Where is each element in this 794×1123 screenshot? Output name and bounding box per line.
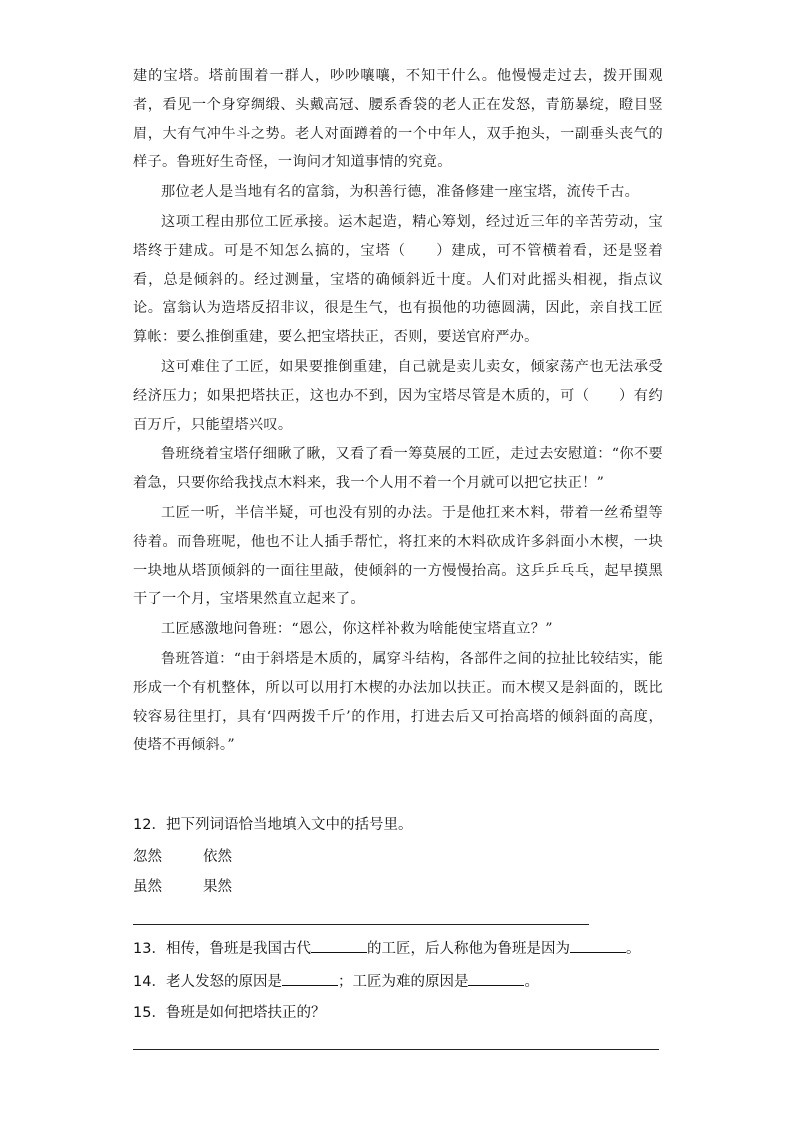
passage-paragraph-7: 工匠感激地问鲁班：“恩公，你这样补救为啥能使宝塔直立？” — [161, 621, 553, 638]
question-15-prompt: 15．鲁班是如何把塔扶正的？ — [133, 1005, 326, 1021]
passage-paragraph-3: 这项工程由那位工匠承接。运木起造，精心筹划，经过近三年的辛苦劳动，宝塔终于建成。可是不知怎么搞的，宝塔（ ）建成，可不管横着看，还是竖着看，总是倾斜的。经过测量，宝塔的确倾斜近十度。人们对此摇头相视，指点议论。富翁认为造塔反招非议，很是生气，也有损他的功德圆满，因此，亲自找工匠算帐：要么推倒重建，要么把宝塔扶正，否则，要送官府严办。 — [133, 213, 663, 346]
word-option: 忽然 — [133, 849, 162, 865]
question-12-prompt: 12．把下列词语恰当地填入文中的括号里。 — [133, 817, 413, 833]
question-12-word-row-1 — [133, 846, 273, 868]
question-13-blank-2[interactable] — [570, 938, 626, 953]
question-13-text-3: 。 — [625, 941, 641, 957]
word-option: 虽然 — [133, 879, 162, 895]
question-14-blank-1[interactable] — [282, 971, 338, 986]
question-12-answer-line[interactable] — [133, 924, 589, 925]
word-option: 果然 — [203, 879, 232, 895]
question-14-text-3: 。 — [524, 974, 539, 990]
passage-paragraph-2: 那位老人是当地有名的富翁，为积善行德，准备修建一座宝塔，流传千古。 — [161, 184, 640, 201]
passage-paragraph-1: 建的宝塔。塔前围着一群人，吵吵嚷嚷，不知干什么。他慢慢走过去，拨开围观者，看见一个身穿绸缎、头戴高冠、腰系香袋的老人正在发怒，青筋暴绽，瞪目竖眉，大有气冲牛斗之势。老人对面蹲着的一个中年人，双手抱头，一副垂头丧气的样子。鲁班好生奇怪，一询问才知道事情的究竟。 — [133, 68, 663, 171]
passage-paragraph-4: 这可难住了工匠，如果要推倒重建，自己就是卖儿卖女，倾家荡产也无法承受经济压力；如果把塔扶正，这也办不到，因为宝塔尽管是木质的，可（ ）有约百万斤，只能望塔兴叹。 — [133, 358, 663, 433]
word-option: 依然 — [203, 849, 232, 865]
passage-paragraph-5: 鲁班绕着宝塔仔细瞅了瞅，又看了看一筹莫展的工匠，走过去安慰道：“你不要着急，只要你给我找点木料来，我一个人用不着一个月就可以把它扶正！” — [133, 446, 663, 492]
question-13-text-2: 的工匠，后人称他为鲁班是因为 — [366, 941, 570, 957]
reading-passage — [133, 62, 663, 761]
question-13-blank-1[interactable] — [311, 938, 367, 953]
question-14-blank-2[interactable] — [468, 971, 524, 986]
question-14-text-1: 14．老人发怒的原因是 — [133, 974, 282, 990]
question-13 — [133, 938, 640, 960]
question-14 — [133, 971, 539, 993]
passage-paragraph-6: 工匠一听，半信半疑，可也没有别的办法。于是他扛来木料，带着一丝希望等待着。而鲁班呢，他也不让人插手帮忙，将扛来的木料砍成许多斜面小木楔，一块一块地从塔顶倾斜的一面往里敲，使倾斜的一方慢慢抬高。这乒乒乓乓，起早摸黑干了一个月，宝塔果然直立起来了。 — [133, 504, 663, 608]
question-13-text-1: 13．相传，鲁班是我国古代 — [133, 941, 311, 957]
question-14-text-2: ；工匠为难的原因是 — [337, 974, 469, 990]
passage-paragraph-8: 鲁班答道：“由于斜塔是木质的，属穿斗结构，各部件之间的拉扯比较结实，能形成一个有机整体，所以可以用打木楔的办法加以扶正。而木楔又是斜面的，既比较容易往里打，具有‘四两拨千斤’的作用，打进去后又可抬高塔的倾斜面的高度，使塔不再倾斜。” — [133, 650, 663, 754]
question-12-word-row-2 — [133, 876, 273, 898]
question-15-answer-line[interactable] — [133, 1049, 659, 1050]
